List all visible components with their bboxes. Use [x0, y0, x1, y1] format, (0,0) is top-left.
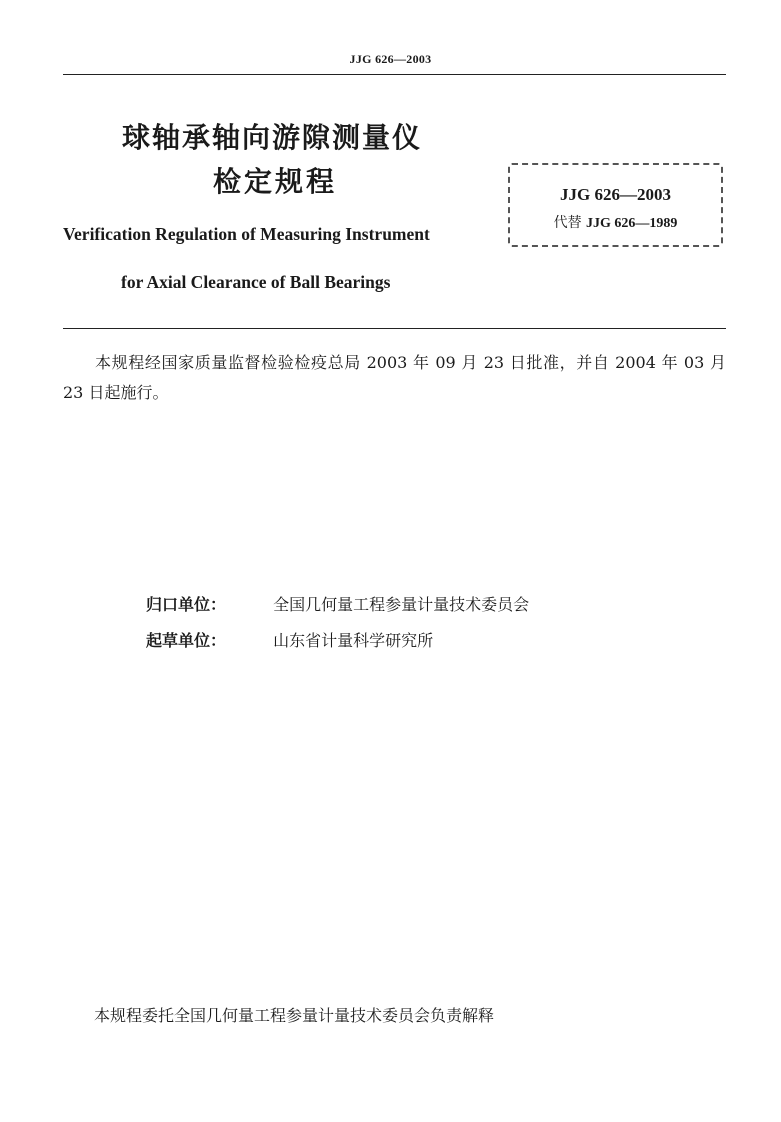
responsible-unit-row	[146, 592, 529, 615]
code-box-frame	[508, 163, 723, 247]
responsible-unit-label: 归口单位：	[146, 595, 227, 614]
replaced-code: JJG 626—1989	[586, 216, 678, 231]
header-rule	[63, 74, 726, 75]
responsible-unit-value: 全国几何量工程参量计量技术委员会	[273, 595, 530, 614]
title-rule	[63, 328, 726, 329]
replaces-label: 代替	[553, 215, 582, 231]
title-chinese-line-1: 球轴承轴向游隙测量仪	[122, 121, 423, 154]
title-english-line-2: for Axial Clearance of Ball Bearings	[121, 272, 391, 292]
drafting-unit-row	[146, 628, 433, 651]
drafting-unit-value: 山东省计量科学研究所	[273, 631, 434, 650]
replaces-line	[508, 212, 723, 232]
drafting-unit-label: 起草单位：	[146, 631, 227, 650]
running-header: JJG 626—2003	[349, 52, 432, 66]
title-english-line-1: Verification Regulation of Measuring Instrument	[63, 224, 430, 244]
approval-statement: 本规程经国家质量监督检验检疫总局 2003 年 09 月 23 日批准，并自 2004 年 03 月 23 日起施行。	[63, 353, 726, 402]
regulation-code: JJG 626—2003	[560, 185, 671, 204]
title-chinese-line-2: 检定规程	[213, 165, 338, 198]
interpretation-note: 本规程委托全国几何量工程参量计量技术委员会负责解释	[94, 1006, 495, 1025]
